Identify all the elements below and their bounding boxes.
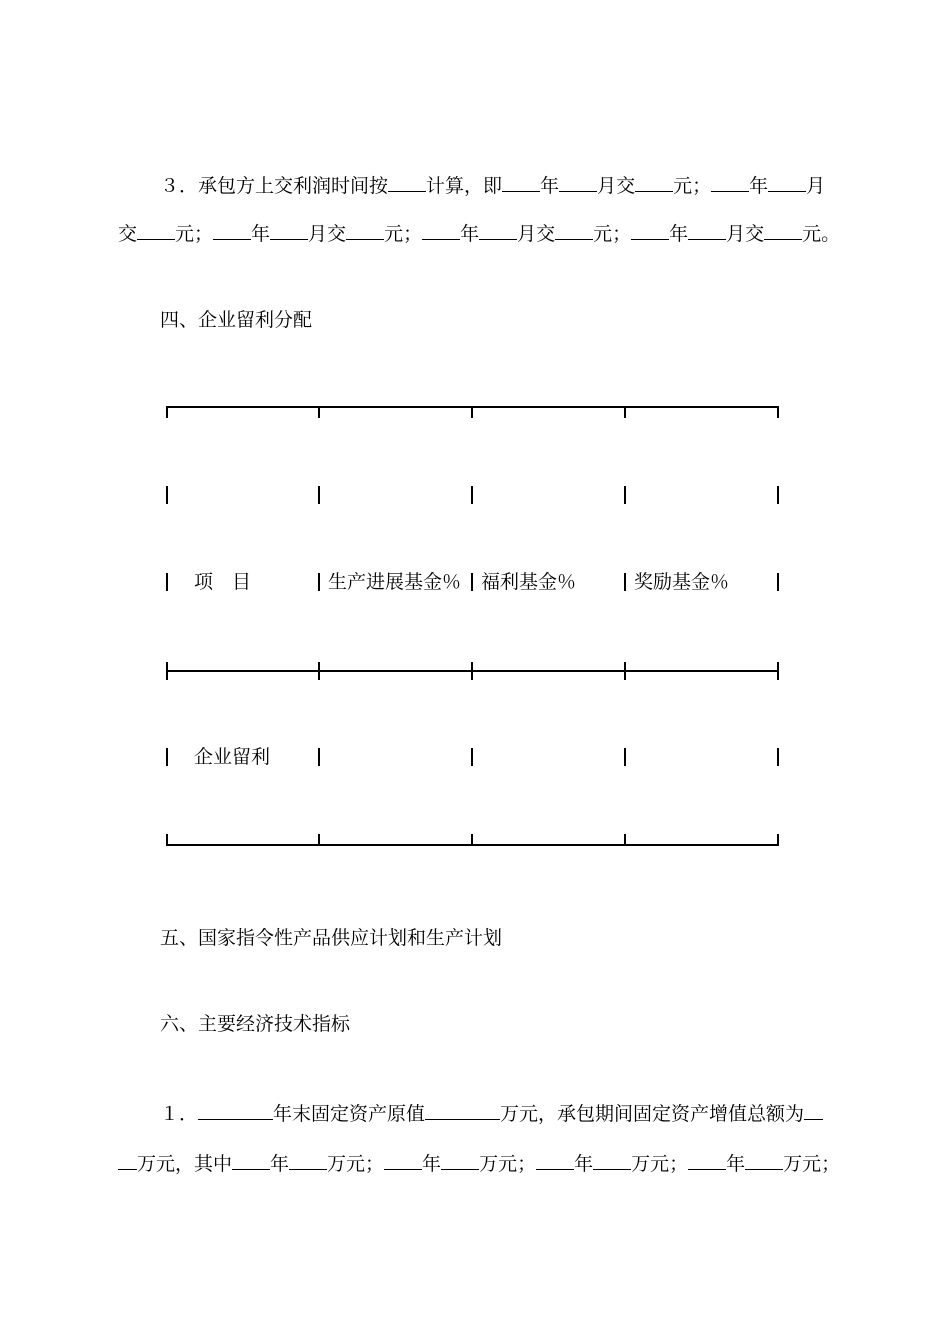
year-label: 年 bbox=[749, 175, 769, 197]
table-separator bbox=[471, 748, 473, 766]
clause-3-line-1 bbox=[160, 172, 825, 198]
blank-field[interactable] bbox=[213, 220, 251, 240]
blank-field[interactable] bbox=[270, 220, 308, 240]
year-label: 年 bbox=[540, 175, 560, 197]
blank-field[interactable] bbox=[441, 1150, 479, 1170]
yuan-label: 元； bbox=[673, 175, 712, 197]
blank-field[interactable] bbox=[559, 172, 597, 192]
blank-field[interactable] bbox=[346, 220, 384, 240]
blank-field[interactable] bbox=[422, 220, 460, 240]
clause-3-line-2 bbox=[118, 220, 840, 246]
blank-field[interactable] bbox=[631, 220, 669, 240]
blank-field[interactable] bbox=[425, 1100, 500, 1120]
clause-text: 计算，即 bbox=[426, 175, 503, 197]
table-separator bbox=[318, 486, 320, 504]
table-tick bbox=[624, 662, 626, 680]
clause-text: 万元，其中 bbox=[137, 1153, 233, 1175]
year-label: 年 bbox=[270, 1153, 290, 1175]
table-separator bbox=[471, 573, 473, 591]
table-separator bbox=[777, 486, 779, 504]
table-tick bbox=[166, 834, 168, 846]
month-label: 月交 bbox=[597, 175, 636, 197]
clause-number: ３． bbox=[160, 175, 199, 197]
blank-field[interactable] bbox=[388, 172, 426, 192]
year-label: 年 bbox=[422, 1153, 442, 1175]
clause-text: 年末固定资产原值 bbox=[273, 1103, 426, 1125]
blank-field[interactable] bbox=[137, 220, 175, 240]
clause-text: 承包方上交利润时间按 bbox=[198, 175, 389, 197]
table-header-production-fund: 生产进展基金％ bbox=[328, 571, 462, 593]
blank-field[interactable] bbox=[768, 172, 806, 192]
table-separator bbox=[166, 486, 168, 504]
blank-field[interactable] bbox=[688, 1150, 726, 1170]
blank-field[interactable] bbox=[198, 1100, 273, 1120]
clause-text: 万元，承包期间固定资产增值总额为 bbox=[500, 1103, 805, 1125]
table-tick bbox=[166, 662, 168, 680]
month-label: 月交 bbox=[308, 223, 347, 245]
clause-1-line-1 bbox=[160, 1100, 823, 1126]
table-tick bbox=[624, 406, 626, 418]
table-tick bbox=[471, 834, 473, 846]
blank-field[interactable] bbox=[118, 1150, 137, 1170]
wan-label: 万元； bbox=[479, 1153, 537, 1175]
year-label: 年 bbox=[251, 223, 271, 245]
wan-label: 万元； bbox=[631, 1153, 689, 1175]
blank-field[interactable] bbox=[384, 1150, 422, 1170]
table-tick bbox=[777, 662, 779, 680]
table-header-item: 项 目 bbox=[194, 571, 252, 593]
table-separator bbox=[471, 486, 473, 504]
table-tick bbox=[318, 662, 320, 680]
blank-field[interactable] bbox=[764, 220, 802, 240]
blank-field[interactable] bbox=[635, 172, 673, 192]
table-header-welfare-fund: 福利基金％ bbox=[481, 571, 577, 593]
yuan-label: 元； bbox=[384, 223, 423, 245]
table-tick bbox=[777, 406, 779, 418]
table-separator bbox=[624, 748, 626, 766]
table-header-bonus-fund: 奖励基金％ bbox=[634, 571, 730, 593]
wan-label: 万元； bbox=[783, 1153, 841, 1175]
blank-field[interactable] bbox=[232, 1150, 270, 1170]
jiao-label: 交 bbox=[118, 223, 138, 245]
table-separator bbox=[166, 573, 168, 591]
blank-field[interactable] bbox=[289, 1150, 327, 1170]
table-tick bbox=[624, 834, 626, 846]
yuan-label: 元。 bbox=[802, 223, 841, 245]
table-separator bbox=[166, 748, 168, 766]
year-label: 年 bbox=[669, 223, 689, 245]
blank-field[interactable] bbox=[745, 1150, 783, 1170]
table-separator bbox=[318, 573, 320, 591]
section-4-title: 四、企业留利分配 bbox=[160, 309, 313, 331]
table-tick bbox=[318, 834, 320, 846]
month-label: 月交 bbox=[517, 223, 556, 245]
month-label: 月 bbox=[806, 175, 826, 197]
month-label: 月交 bbox=[726, 223, 765, 245]
clause-1-line-2 bbox=[118, 1150, 840, 1176]
table-tick bbox=[777, 834, 779, 846]
blank-field[interactable] bbox=[502, 172, 540, 192]
wan-label: 万元； bbox=[327, 1153, 385, 1175]
blank-field[interactable] bbox=[688, 220, 726, 240]
table-separator bbox=[318, 748, 320, 766]
yuan-label: 元； bbox=[175, 223, 214, 245]
table-row-label: 企业留利 bbox=[194, 746, 271, 768]
table-separator bbox=[624, 486, 626, 504]
year-label: 年 bbox=[574, 1153, 594, 1175]
yuan-label: 元； bbox=[593, 223, 632, 245]
table-separator bbox=[624, 573, 626, 591]
table-tick bbox=[318, 406, 320, 418]
blank-field[interactable] bbox=[536, 1150, 574, 1170]
blank-field[interactable] bbox=[555, 220, 593, 240]
table-tick bbox=[471, 406, 473, 418]
blank-field[interactable] bbox=[479, 220, 517, 240]
table-tick bbox=[471, 662, 473, 680]
table-separator bbox=[777, 748, 779, 766]
table-tick bbox=[166, 406, 168, 418]
year-label: 年 bbox=[726, 1153, 746, 1175]
blank-field[interactable] bbox=[593, 1150, 631, 1170]
blank-field[interactable] bbox=[711, 172, 749, 192]
blank-field[interactable] bbox=[804, 1100, 823, 1120]
year-label: 年 bbox=[460, 223, 480, 245]
table-separator bbox=[777, 573, 779, 591]
section-5-title: 五、国家指令性产品供应计划和生产计划 bbox=[160, 927, 503, 949]
clause-number: １． bbox=[160, 1103, 199, 1125]
section-6-title: 六、主要经济技术指标 bbox=[160, 1013, 351, 1035]
retained-profit-table bbox=[166, 406, 779, 846]
